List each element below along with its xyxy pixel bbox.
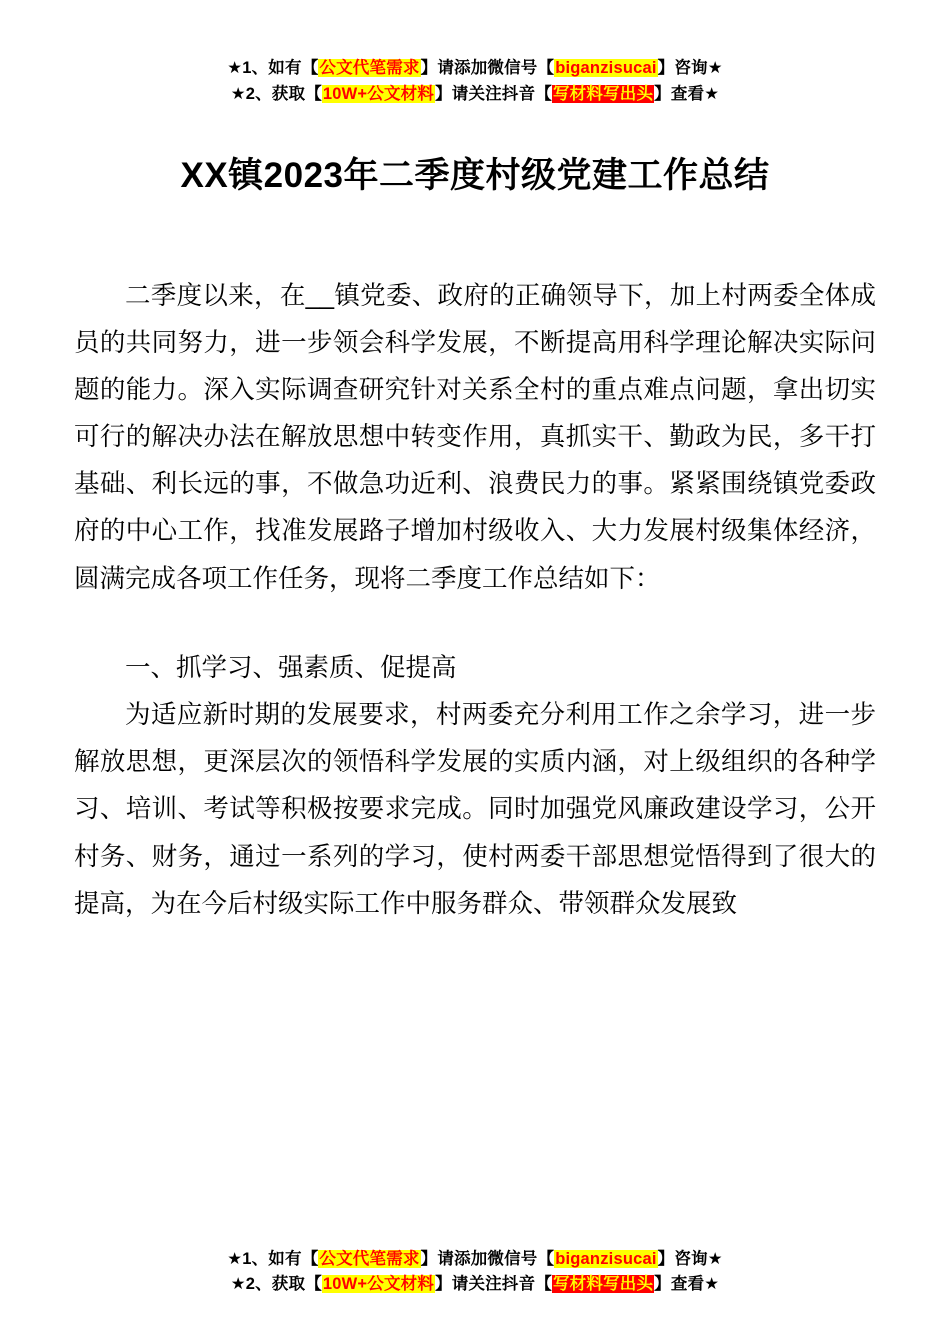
promo-top-line2-lead: ★2、获取 (230, 84, 306, 103)
promo-top-line2-mid: 请关注抖音 (451, 84, 536, 103)
promo-bottom-line2-lead: ★2、获取 (230, 1275, 306, 1294)
promo-footer-line-2 (0, 1272, 950, 1298)
document-body (74, 273, 876, 1304)
promo-top-line2-highlight2: 写材料写出头 (552, 84, 654, 103)
bracket-close: 】 (435, 1275, 452, 1294)
bracket-close: 】 (654, 1275, 671, 1294)
bracket-open: 【 (305, 84, 322, 103)
section-heading-1: 一、抓学习、强素质、促提高 (125, 653, 457, 682)
promo-top-line1-tail: 咨询★ (674, 59, 723, 77)
promo-line-2 (74, 82, 876, 108)
bracket-open: 【 (535, 84, 552, 103)
bracket-open: 【 (535, 1275, 552, 1294)
bracket-open: 【 (305, 1275, 322, 1294)
body-paragraph-2: 为适应新时期的发展要求，村两委充分利用工作之余学习，进一步解放思想，更深层次的领悟科学发展的实质内涵，对上级组织的各种学习、培训、考试等积极按要求完成。同时加强党风廉政建设学习，公开村务、财务，通过一系列的学习，使村两委干部思想觉悟得到了很大的提高，为在今后村级实际工作中服务群众、带领群众发展致 (74, 701, 876, 918)
page-title: XX镇2023年二季度村级党建工作总结 (180, 156, 770, 196)
promo-bottom-line2-tail: 查看★ (670, 1275, 720, 1294)
promo-bottom-line2-highlight2: 写材料写出头 (552, 1275, 654, 1294)
promo-line-1 (74, 56, 876, 82)
promo-bottom-line1-tail: 咨询★ (674, 1249, 723, 1268)
promo-bottom-line2-mid: 请关注抖音 (451, 1275, 536, 1294)
promo-bottom-line1-highlight2: biganzisucai (555, 1249, 657, 1268)
bracket-close: 】 (420, 59, 438, 77)
promo-bottom-line2-highlight1: 10W+公文材料 (322, 1275, 435, 1294)
bracket-open: 【 (537, 59, 555, 77)
body-paragraph-1: 二季度以来，在__镇党委、政府的正确领导下，加上村两委全体成员的共同努力，进一步领会科学发展，不断提高用科学理论解决实际问题的能力。深入实际调查研究针对关系全村的重点难点问题，拿出切实可行的解决办法在解放思想中转变作用，真抓实干、勤政为民，多干打基础、利长远的事，不做急功近利、浪费民力的事。紧紧围绕镇党委政府的中心工作，找准发展路子增加村级收入、大力发展村级集体经济，圆满完成各项工作任务，现将二季度工作总结如下： (74, 281, 876, 593)
bracket-close: 】 (657, 59, 675, 77)
promo-bottom-line1-lead: ★1、如有 (227, 1249, 302, 1268)
bracket-close: 】 (657, 1249, 675, 1268)
promo-top-line1-highlight2: biganzisucai (555, 59, 657, 77)
bracket-close: 】 (420, 1249, 438, 1268)
bracket-close: 】 (654, 84, 671, 103)
promo-top-line2-tail: 查看★ (670, 84, 720, 103)
promo-bottom-line1-highlight1: 公文代笔需求 (319, 1249, 420, 1268)
promo-top-line1-mid: 请添加微信号 (437, 59, 538, 77)
promo-top-line2-highlight1: 10W+公文材料 (322, 84, 435, 103)
bracket-close: 】 (435, 84, 452, 103)
bracket-open: 【 (537, 1249, 555, 1268)
bracket-open: 【 (301, 59, 319, 77)
promo-top-line1-highlight1: 公文代笔需求 (319, 59, 420, 77)
promo-banner-top (74, 56, 876, 107)
promo-bottom-line1-mid: 请添加微信号 (437, 1249, 538, 1268)
promo-top-line1-lead: ★1、如有 (227, 59, 302, 77)
bracket-open: 【 (301, 1249, 319, 1268)
promo-footer-line-1 (0, 1247, 950, 1273)
promo-banner-bottom (0, 1247, 950, 1298)
